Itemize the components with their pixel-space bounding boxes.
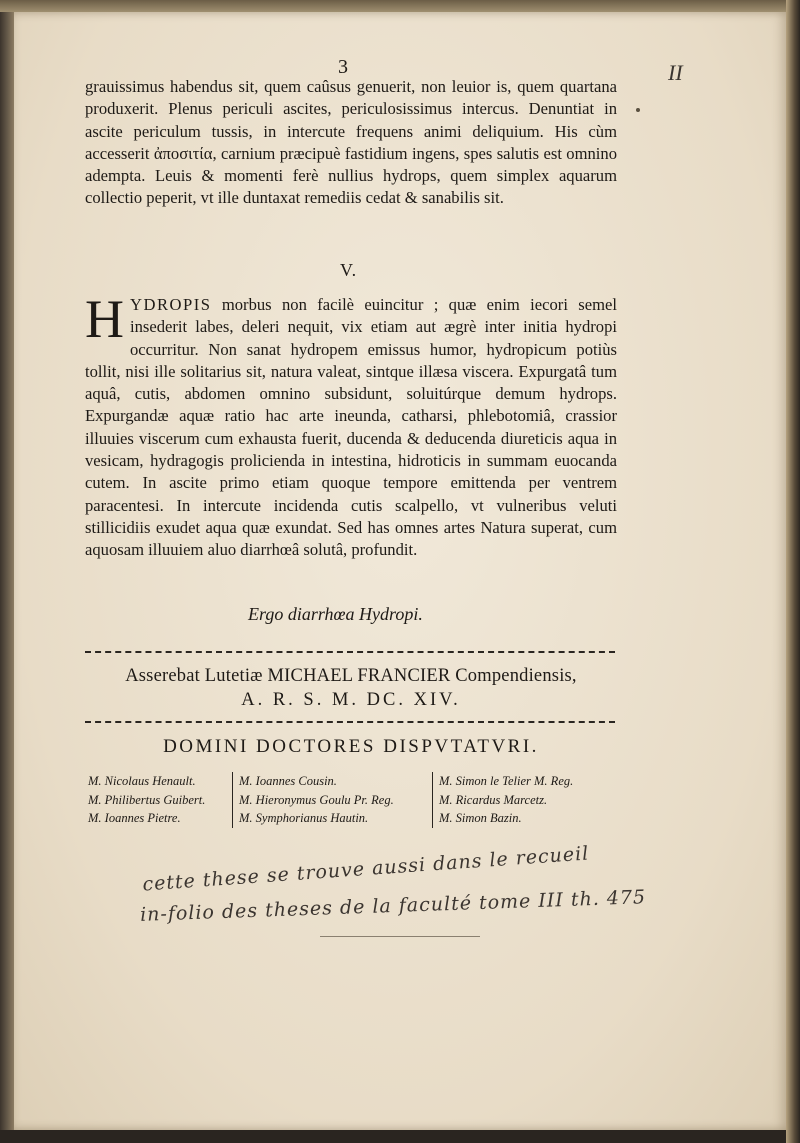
- section-number: V.: [340, 260, 358, 280]
- page-fore-edge: [786, 0, 800, 1143]
- paragraph-2-body: morbus non facilè euincitur ; quæ enim iecori semel insederit labes, deleri nequit, vix etiam aut ægrè inter initia hydropi occurritur. Non sanat hydropem emissus humor, hydropicum potiùs tollit, nisi ille solitarius sit, natura valeat, sintque illæsa viscera. Expurgatâ tum aquâ, cutis, abdomen omnino subsidunt, soluitúrque demum hydrops. Expurgandæ aquæ ratio hac arte ineunda, catharsi, phlebotomiâ, crassior illuuies viscerum cum exhausta fuerit, ducenda & deducenda diureticis aqua in vesicam, hydragogis prolicienda in intestina, hidroticis in summam euocanda cutem. In ascite primo etiam quoque tempore emittenda per ventrem paracentesi. In intercute incidenda cutis scalpello, vt vulneribus veluti stillicidiis exudet aqua quæ exundat. Sed has omnes artes Natura superat, cum aquosam illuuiem aluo diarrhœâ solutâ, profundit.: [85, 295, 617, 560]
- paragraph-1: grauissimus habendus sit, quem caûsus genuerit, non leuior is, quem quartana produxerit. Plenus periculi ascites, periculosissimus intercus. Denuntiat in ascite periculum tussis, in intercute frequens animi deliquium. His cùm accesserit ἀποσιτία, carnium præcipuè fastidium ingens, spes salutis est omnino adempta. Leuis & momenti ferè nullius hydrops, quem simplex aquarum collectio peperit, vt ille duntaxat remediis cedat & sanabilis sit.: [85, 77, 617, 208]
- handwritten-stroke: [320, 936, 480, 937]
- doctor-name: M. Symphorianus Hautin.: [239, 811, 369, 825]
- conclusion: Ergo diarrhœa Hydropi.: [248, 604, 423, 624]
- divider-bottom: [85, 721, 615, 723]
- doctor-name: M. Nicolaus Henault.: [88, 774, 196, 788]
- doctor-name: M. Philibertus Guibert.: [88, 792, 206, 807]
- doctors-heading: DOMINI DOCTORES DISPVTATVRI.: [163, 736, 539, 757]
- book-gutter: [0, 12, 14, 1130]
- handwritten-note-line-2: in-folio des theses de la faculté tome III th. 475: [139, 886, 647, 926]
- paragraph-2: [85, 289, 617, 562]
- doctor-name: M. Hieronymus Goulu Pr. Reg.: [239, 792, 394, 807]
- doctors-list: [82, 772, 622, 828]
- folio-mark: II: [668, 60, 683, 85]
- drop-cap: H: [85, 289, 124, 349]
- handwritten-note-line-1: cette these se trouve aussi dans le recueil: [141, 842, 590, 896]
- ink-dot: [636, 108, 640, 112]
- doctor-name: M. Ricardus Marcetz.: [439, 792, 548, 807]
- divider-top: [85, 651, 615, 653]
- page-number: 3: [338, 56, 348, 78]
- doctors-column-1: [82, 772, 232, 828]
- doctor-name: M. Simon Bazin.: [439, 811, 522, 825]
- doctors-column-2: [232, 772, 432, 828]
- doctor-name: M. Ioannes Pietre.: [88, 811, 181, 825]
- doctors-column-3: [432, 772, 622, 828]
- doctor-name: M. Ioannes Cousin.: [239, 774, 337, 788]
- imprint-line-1: Asserebat Lutetiæ MICHAEL FRANCIER Compendiensis,: [125, 666, 577, 686]
- imprint-line-2: A. R. S. M. DC. XIV.: [241, 690, 461, 710]
- paragraph-2-lead: YDROPIS: [130, 295, 212, 314]
- doctor-name: M. Simon le Telier M. Reg.: [439, 774, 574, 788]
